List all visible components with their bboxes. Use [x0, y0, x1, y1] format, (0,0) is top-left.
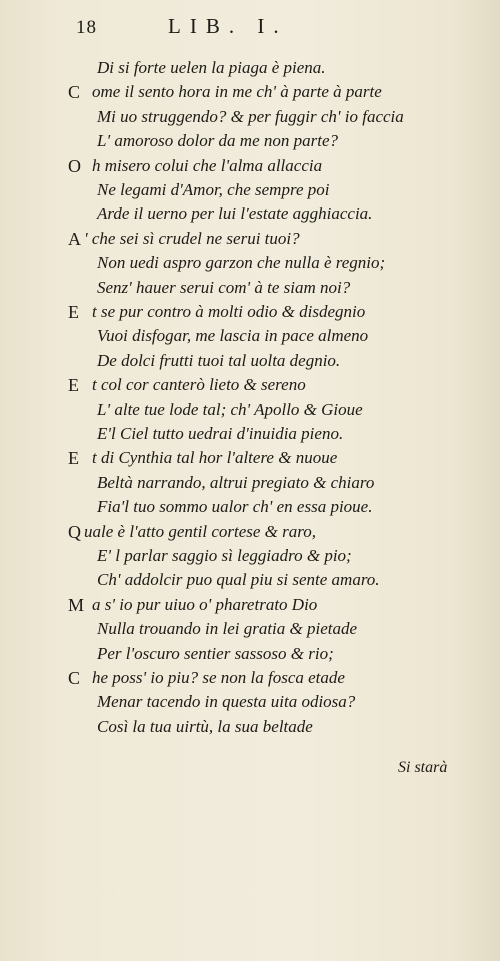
- stanza-initial: M: [68, 594, 85, 615]
- verse-text: ' che sei sì crudel ne serui tuoi?: [84, 228, 300, 248]
- verse-text: Vuoi disfogar, me lascia in pace almeno: [97, 326, 369, 346]
- verse-text: Nulla trouando in lei gratia & pietade: [97, 619, 358, 639]
- verse-text: L' alte tue lode tal; ch' Apollo & Gioue: [97, 399, 363, 419]
- stanza-initial: E: [68, 448, 79, 469]
- verse-text: a s' io pur uiuo o' pharetrato Dio: [92, 594, 318, 614]
- page-number: 18: [76, 17, 97, 38]
- stanza-initial: C: [68, 82, 81, 103]
- verse-text: Arde il uerno per lui l'estate agghiaccia.: [97, 204, 373, 224]
- verse-text: E' l parlar saggio sì leggiadro & pio;: [97, 546, 352, 565]
- verse-text: Così la tua uirtù, la sua beltade: [97, 716, 313, 736]
- stanza-initial: Q: [68, 521, 81, 542]
- stanza-initial: E: [68, 375, 79, 396]
- verse-text: Ne legami d'Amor, che sempre poi: [97, 180, 330, 199]
- stanza-initial: E: [68, 302, 79, 322]
- stanza-initial: C: [68, 668, 81, 688]
- verse-text: ome il sento hora in me ch' à parte à parte: [92, 82, 382, 102]
- verse-text: Non uedi aspro garzon che nulla è regnio;: [97, 253, 386, 273]
- verse-text: t col cor canterò lieto & sereno: [92, 375, 306, 395]
- stanza-initial: O: [68, 155, 81, 176]
- verse-text: E'l Ciel tutto uedrai d'inuidia pieno.: [97, 424, 344, 443]
- verse-text: Per l'oscuro sentier sassoso & rio;: [97, 643, 334, 663]
- verse-text: De dolci frutti tuoi tal uolta degnio.: [97, 350, 341, 370]
- verse-text: Mi uo struggendo? & per fuggir ch' io faccia: [97, 106, 404, 126]
- page-header: [76, 14, 288, 40]
- verse-text: L' amoroso dolor da me non parte?: [97, 131, 339, 151]
- verse-text: Ch' addolcir puo qual piu si sente amaro.: [97, 570, 380, 590]
- verse-text: Di si forte uelen la piaga è piena.: [97, 58, 326, 77]
- verse-text: h misero colui che l'alma allaccia: [92, 155, 323, 175]
- verse-text: t se pur contro à molti odio & disdegnio: [92, 302, 366, 321]
- stanza-initial: A: [68, 228, 81, 249]
- running-head: LIB. I.: [168, 14, 288, 38]
- verse-text: Fia'l tuo sommo ualor ch' en essa pioue.: [97, 497, 373, 517]
- verse-text: he poss' io piu? se non la fosca etade: [92, 668, 345, 687]
- facing-page-bleed: [452, 0, 500, 961]
- verse-text: Beltà narrando, altrui pregiato & chiaro: [97, 472, 375, 492]
- verse-text: t di Cynthia tal hor l'altere & nuoue: [92, 448, 338, 468]
- catchword: Si starà: [398, 759, 448, 776]
- verse-text: uale è l'atto gentil cortese & raro,: [84, 521, 316, 541]
- verse-text: Senz' hauer serui com' à te siam noi?: [97, 277, 351, 297]
- verse-text: Menar tacendo in questa uita odiosa?: [97, 692, 356, 712]
